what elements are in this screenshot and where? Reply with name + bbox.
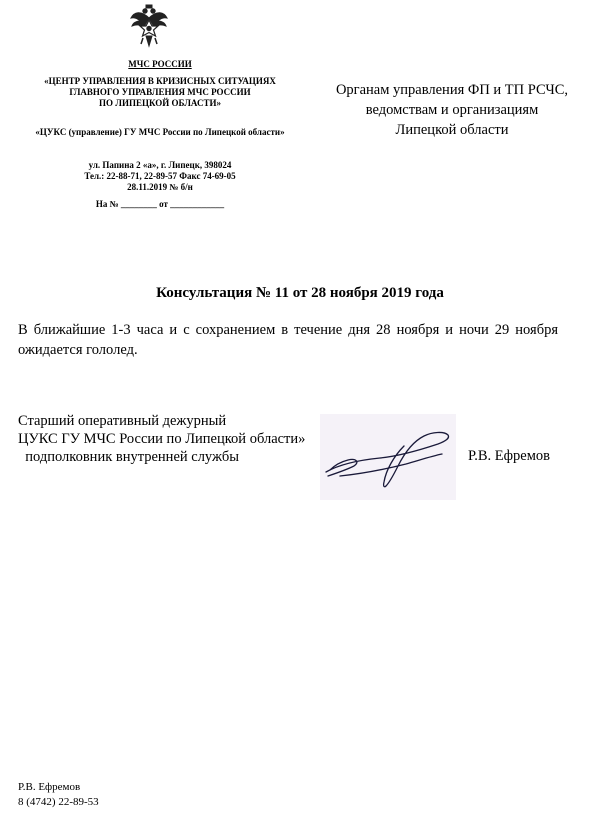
sender-address [20, 160, 300, 193]
footer-phone: 8 (4742) 22-89-53 [18, 796, 99, 808]
document-body: В ближайшие 1-3 часа и с сохранением в течение дня 28 ноября и ночи 29 ноября ожидается гололед. [18, 322, 558, 358]
document-heading: Консультация № 11 от 28 ноября 2019 года [156, 285, 444, 301]
sender-center-line: ГЛАВНОГО УПРАВЛЕНИЯ МЧС РОССИИ [69, 87, 251, 97]
recipient-line: Липецкой области [395, 122, 509, 138]
signer-name: Р.В. Ефремов [468, 448, 551, 464]
emchs-emblem-icon [129, 4, 169, 48]
sender-address-line: Тел.: 22-88-71, 22-89-57 Факс 74-69-05 [84, 171, 236, 181]
footer-contact [18, 780, 99, 810]
signer-line: подполковник внутренней службы [18, 449, 239, 465]
recipient-block [316, 80, 588, 140]
reference-line: На № ________ от ____________ [95, 199, 225, 209]
sender-tsuks-line: «ЦУКС (управление) ГУ МЧС России по Липецкой области» [35, 127, 285, 137]
sender-org-short: МЧС РОССИИ [128, 59, 192, 69]
signer-line: ЦУКС ГУ МЧС России по Липецкой области» [18, 431, 306, 447]
signer-block [18, 412, 305, 466]
signature-image [320, 414, 456, 500]
signer-line: Старший оперативный дежурный [18, 413, 227, 429]
sender-address-line: 28.11.2019 № б/н [127, 182, 193, 192]
footer-name: Р.В. Ефремов [18, 781, 81, 793]
sender-center-line: ПО ЛИПЕЦКОЙ ОБЛАСТИ» [98, 98, 221, 108]
recipient-line: Органам управления ФП и ТП РСЧС, [335, 82, 569, 98]
sender-address-line: ул. Папина 2 «а», г. Липецк, 398024 [88, 160, 232, 170]
sender-center-line: «ЦЕНТР УПРАВЛЕНИЯ В КРИЗИСНЫХ СИТУАЦИЯХ [44, 76, 276, 86]
sender-center-name [20, 76, 300, 109]
recipient-line: ведомствам и организациям [365, 102, 539, 118]
